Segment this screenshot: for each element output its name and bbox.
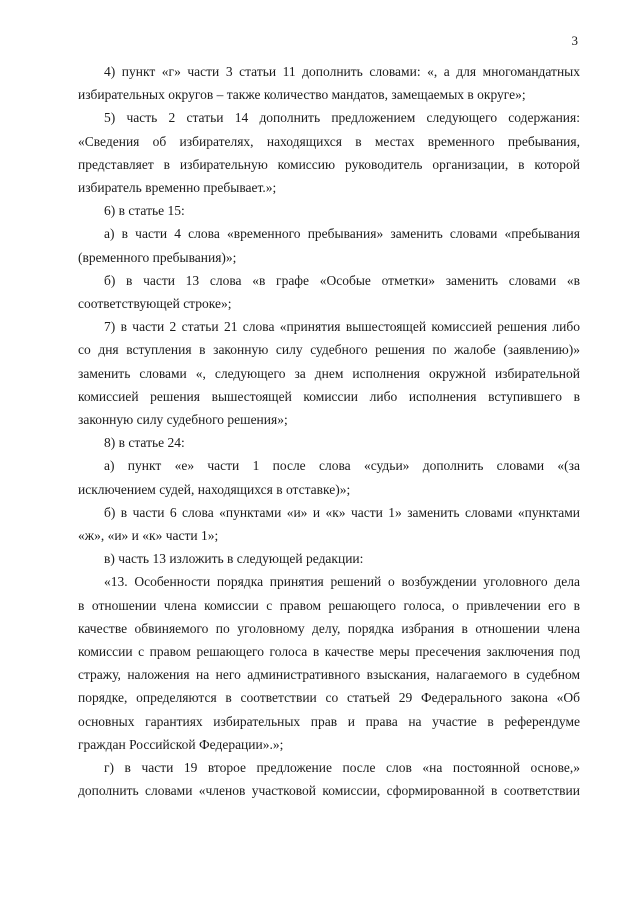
paragraph-line: «ж», «и» и «к» части 1»; bbox=[78, 528, 219, 544]
paragraph-line: г) в части 19 второе предложение после слов «на постоянной основе,» bbox=[104, 760, 580, 776]
paragraph-line: со дня вступления в законную силу судебного решения по жалобе (заявлению)» bbox=[78, 342, 580, 358]
paragraph-line: стражу, наложения на него административного взыскания, налагаемого в судебном bbox=[78, 667, 580, 683]
paragraph-line: 8) в статье 24: bbox=[104, 435, 185, 451]
paragraph bbox=[78, 570, 580, 756]
paragraph-line: избирательных округов – также количество мандатов, замещаемых в округе»; bbox=[78, 87, 526, 103]
paragraph-line: граждан Российской Федерации».»; bbox=[78, 736, 284, 752]
paragraph bbox=[78, 106, 580, 199]
paragraph bbox=[78, 756, 580, 802]
paragraph-line: «13. Особенности порядка принятия решений о возбуждении уголовного дела bbox=[104, 574, 580, 590]
paragraph-line: в) часть 13 изложить в следующей редакции: bbox=[104, 551, 364, 567]
paragraph-line: в отношении члена комиссии с правом решающего голоса, о привлечении его в bbox=[78, 597, 580, 613]
paragraph-line: порядке, определяются в соответствии со статьей 29 Федерального закона «Об bbox=[78, 690, 580, 706]
paragraph bbox=[78, 60, 580, 106]
paragraph bbox=[78, 454, 580, 500]
paragraph-line: б) в части 13 слова «в графе «Особые отметки» заменить словами «в bbox=[104, 272, 580, 288]
paragraph-line: (временного пребывания)»; bbox=[78, 249, 237, 265]
document-body bbox=[78, 60, 580, 803]
paragraph-line: 7) в части 2 статьи 21 слова «принятия вышестоящей комиссией решения либо bbox=[104, 319, 580, 335]
paragraph-line: 4) пункт «г» части 3 статьи 11 дополнить словами: «, а для многомандатных bbox=[104, 64, 580, 79]
paragraph bbox=[78, 501, 580, 547]
paragraph bbox=[78, 199, 580, 222]
paragraph-line: «Сведения об избирателях, находящихся в местах временного пребывания, bbox=[78, 133, 580, 149]
paragraph-line: комиссии с правом решающего голоса в качестве меры пресечения заключения под bbox=[78, 644, 580, 660]
paragraph-line: качестве обвиняемого по уголовному делу, порядка избрания в отношении члена bbox=[78, 620, 580, 636]
paragraph-line: представляет в избирательную комиссию руководитель организации, в которой bbox=[78, 156, 580, 172]
paragraph bbox=[78, 269, 580, 315]
paragraph-line: б) в части 6 слова «пунктами «и» и «к» части 1» заменить словами «пунктами bbox=[104, 504, 580, 520]
page-number: 3 bbox=[571, 33, 578, 48]
paragraph-line: соответствующей строке»; bbox=[78, 296, 232, 312]
paragraph-line: исключением судей, находящихся в отставке)»; bbox=[78, 481, 351, 497]
paragraph-line: комиссией решения вышестоящей комиссии либо исполнения вступившего в bbox=[78, 388, 580, 404]
paragraph bbox=[78, 222, 580, 268]
paragraph bbox=[78, 431, 580, 454]
paragraph-line: 6) в статье 15: bbox=[104, 203, 185, 219]
paragraph bbox=[78, 547, 580, 570]
paragraph-line: дополнить словами «членов участковой комиссии, сформированной в соответствии bbox=[78, 783, 580, 799]
paragraph-line: основных гарантиях избирательных прав и права на участие в референдуме bbox=[78, 713, 580, 729]
paragraph-line: а) пункт «е» части 1 после слова «судьи» дополнить словами «(за bbox=[104, 458, 580, 474]
paragraph-line: заменить словами «, следующего за днем исполнения окружной избирательной bbox=[78, 365, 580, 381]
paragraph-line: 5) часть 2 статьи 14 дополнить предложением следующего содержания: bbox=[104, 110, 580, 126]
paragraph bbox=[78, 315, 580, 431]
paragraph-line: законную силу судебного решения»; bbox=[78, 412, 288, 428]
paragraph-line: избиратель временно пребывает.»; bbox=[78, 180, 277, 196]
paragraph-line: а) в части 4 слова «временного пребывания» заменить словами «пребывания bbox=[104, 226, 580, 242]
